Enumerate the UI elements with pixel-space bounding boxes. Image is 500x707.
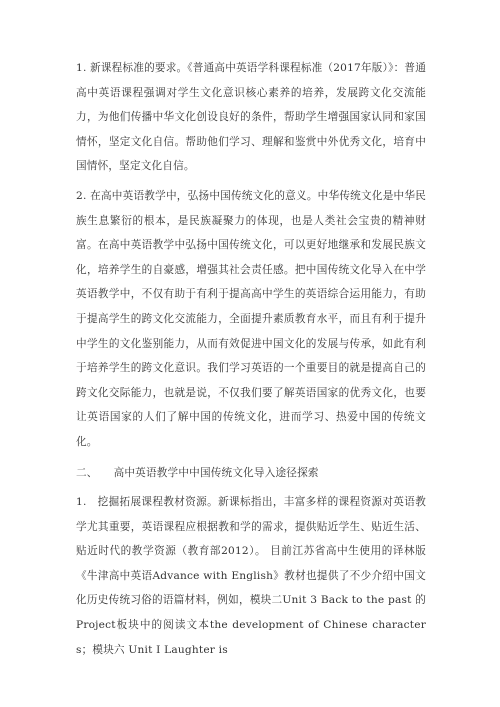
paragraph-textbook-resources: 1. 挖掘拓展课程教材资源。新课标指出，丰富多样的课程资源对英语教学尤其重要，英语课程应根据教和学的需求，提供贴近学生、贴近生活、贴近时代的教学资源（教育部2012）。 目前江苏省高中生使用的译林版《牛津高中英语Advance with English》教材也提供了不少介绍中国文化历史传统习俗的语篇材料，例如，模块二Unit 3 Back to the past 的Project板块中的阅读文本the development of Chinese characters；模块六 Unit I Laughter is	[76, 496, 426, 656]
section-heading-number: 二、	[76, 466, 98, 479]
paragraph-curriculum-standard: 1. 新课程标准的要求。《普通高中英语学科课程标准（2017年版）》：普通高中英语课程强调对学生文化意识核心素养的培养，发展跨文化交流能力，为他们传播中华文化创设良好的条件，帮助学生增强国家认同和家国情怀，坚定文化自信。帮助他们学习、理解和鉴赏中外优秀文化，培育中国情怀，坚定文化自信。	[76, 62, 426, 173]
paragraph-traditional-culture-significance: 2. 在高中英语教学中，弘扬中国传统文化的意义。中华传统文化是中华民族生息繁衍的根本，是民族凝聚力的体现，也是人类社会宝贵的精神财富。在高中英语教学中弘扬中国传统文化，可以更好地继承和发展民族文化，培养学生的自豪感，增强其社会责任感。把中国传统文化导入在中学英语教学中，不仅有助于有利于提高高中学生的英语综合运用能力，有助于提高学生的跨文化交流能力，全面提升素质教育水平，而且有利于提升中学生的文化鉴别能力，从而有效促进中国文化的发展与传承，如此有利于培养学生的跨文化意识。我们学习英语的一个重要目的就是提高自己的跨文化交际能力，也就是说，不仅我们要了解英语国家的优秀文化，也要让英语国家的人们了解中国的传统文化，进而学习、热爱中国的传统文化。	[76, 189, 426, 448]
document-body	[76, 56, 426, 668]
section-heading-text: 高中英语教学中中国传统文化导入途径探索	[113, 466, 319, 479]
section-heading	[76, 461, 426, 486]
